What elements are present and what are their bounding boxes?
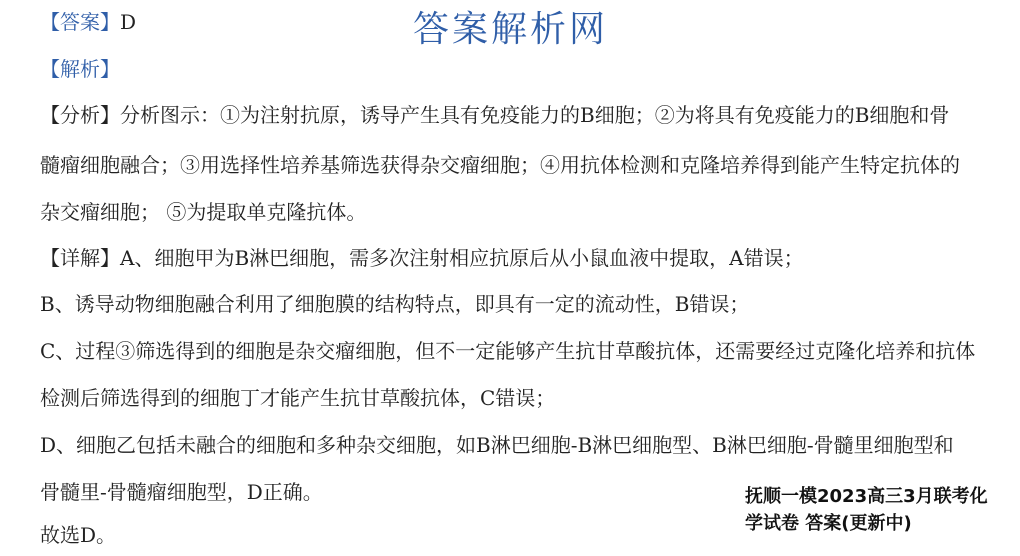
answer-line	[40, 8, 136, 36]
footer-note-line-1: 抚顺一模2023高三3月联考化	[745, 486, 988, 507]
text-line-5: B、诱导动物细胞融合利用了细胞膜的结构特点，即具有一定的流动性，B错误；	[40, 292, 750, 316]
text-line-9: 骨髓里-骨髓瘤细胞型，D正确。	[40, 480, 323, 504]
footer-note	[745, 483, 1015, 537]
text-line-8: D、细胞乙包括未融合的细胞和多种杂交细胞，如B淋巴细胞-B淋巴细胞型、B淋巴细胞-骨髓里细胞型和	[40, 433, 954, 457]
text-line-6: C、过程③筛选得到的细胞是杂交瘤细胞，但不一定能够产生抗甘草酸抗体，还需要经过克隆化培养和抗体	[40, 339, 976, 363]
analysis-tag: 【解析】	[40, 57, 120, 81]
text-line-3: 杂交瘤细胞； ⑤为提取单克隆抗体。	[40, 200, 367, 224]
footer-note-line-2: 学试卷 答案(更新中)	[745, 513, 912, 534]
analysis-heading	[40, 55, 120, 83]
answer-value: D	[120, 10, 137, 34]
text-line-7: 检测后筛选得到的细胞丁才能产生抗甘草酸抗体，C错误；	[40, 386, 556, 410]
text-line-4: 【详解】A、细胞甲为B淋巴细胞，需多次注射相应抗原后从小鼠血液中提取，A错误；	[40, 246, 804, 270]
text-line-10: 故选D。	[40, 523, 117, 547]
text-line-1: 【分析】分析图示：①为注射抗原，诱导产生具有免疫能力的B细胞；②为将具有免疫能力的B细胞和骨	[40, 103, 950, 127]
text-line-2: 髓瘤细胞融合；③用选择性培养基筛选获得杂交瘤细胞；④用抗体检测和克隆培养得到能产生特定抗体的	[40, 153, 960, 177]
site-watermark: 答案解析网	[413, 9, 609, 50]
answer-tag: 【答案】	[40, 10, 120, 34]
